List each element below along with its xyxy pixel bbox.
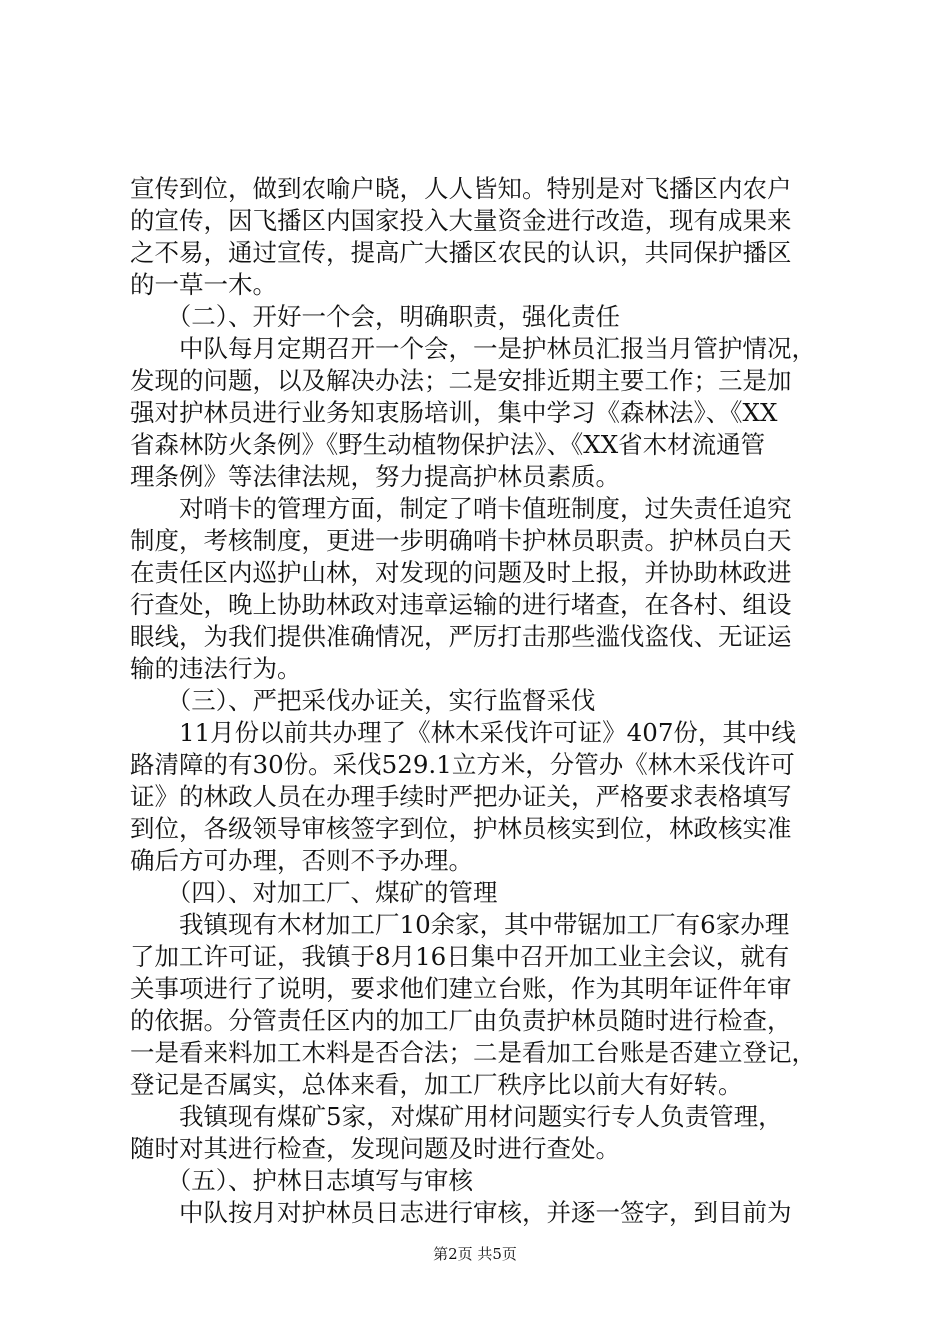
text-line: 随时对其进行检查，发现问题及时进行查处。 (130, 1134, 620, 1163)
text-line: 对哨卡的管理方面，制定了哨卡值班制度，过失责任追究 (130, 494, 792, 523)
text-line: 的一草一木。 (130, 270, 277, 299)
text-line: 理条例》等法律法规，努力提高护林员素质。 (130, 462, 620, 491)
text-line: （三）、严把采伐办证关，实行监督采伐 (130, 686, 596, 715)
text-line: 登记是否属实，总体来看，加工厂秩序比以前大有好转。 (130, 1070, 743, 1099)
text-line: 在责任区内巡护山林，对发现的问题及时上报，并协助林政进 (130, 558, 792, 587)
text-line: 省森林防火条例》《野生动植物保护法》、《XX省木材流通管 (130, 430, 766, 459)
text-line: （四）、对加工厂、煤矿的管理 (130, 878, 498, 907)
text-line: （二）、开好一个会，明确职责，强化责任 (130, 302, 620, 331)
text-line: 行查处，晚上协助林政对违章运输的进行堵查，在各村、组设 (130, 590, 792, 619)
text-line: 关事项进行了说明，要求他们建立台账，作为其明年证件年审 (130, 974, 792, 1003)
text-line: 中队每月定期召开一个会，一是护林员汇报当月管护情况， (130, 334, 816, 363)
text-line: 之不易，通过宣传，提高广大播区农民的认识，共同保护播区 (130, 238, 792, 267)
text-line: 输的违法行为。 (130, 654, 302, 683)
text-line: 的宣传，因飞播区内国家投入大量资金进行改造，现有成果来 (130, 206, 792, 235)
text-line: 宣传到位，做到农喻户晓，人人皆知。特别是对飞播区内农户 (130, 174, 792, 203)
text-line: 到位，各级领导审核签字到位，护林员核实到位，林政核实准 (130, 814, 792, 843)
text-line: 确后方可办理，否则不予办理。 (130, 846, 473, 875)
text-line: 眼线，为我们提供准确情况，严厉打击那些滥伐盗伐、无证运 (130, 622, 792, 651)
text-line: 我镇现有煤矿5家，对煤矿用材问题实行专人负责管理， (130, 1102, 783, 1131)
text-line: 一是看来料加工木料是否合法；二是看加工台账是否建立登记， (130, 1038, 816, 1067)
text-line: 路清障的有30份。采伐529.1立方米，分管办《林木采伐许可 (130, 750, 795, 779)
text-line: （五）、护林日志填写与审核 (130, 1166, 473, 1195)
text-line: 我镇现有木材加工厂10余家，其中带锯加工厂有6家办理 (130, 910, 790, 939)
page-footer: 第2页 共5页 (433, 1245, 517, 1263)
text-line: 中队按月对护林员日志进行审核，并逐一签字，到目前为 (130, 1198, 792, 1227)
text-line: 11月份以前共办理了《林木采伐许可证》407份，其中线 (130, 718, 796, 747)
body-text (130, 173, 842, 1229)
text-line: 制度，考核制度，更进一步明确哨卡护林员职责。护林员白天 (130, 526, 792, 555)
text-line: 的依据。分管责任区内的加工厂由负责护林员随时进行检查， (130, 1006, 792, 1035)
text-line: 强对护林员进行业务知衷肠培训，集中学习《森林法》、《XX (130, 398, 778, 427)
text-line: 了加工许可证，我镇于8月16日集中召开加工业主会议，就有 (130, 942, 790, 971)
text-line: 证》的林政人员在办理手续时严把办证关，严格要求表格填写 (130, 782, 792, 811)
text-line: 发现的问题，以及解决办法；二是安排近期主要工作；三是加 (130, 366, 792, 395)
